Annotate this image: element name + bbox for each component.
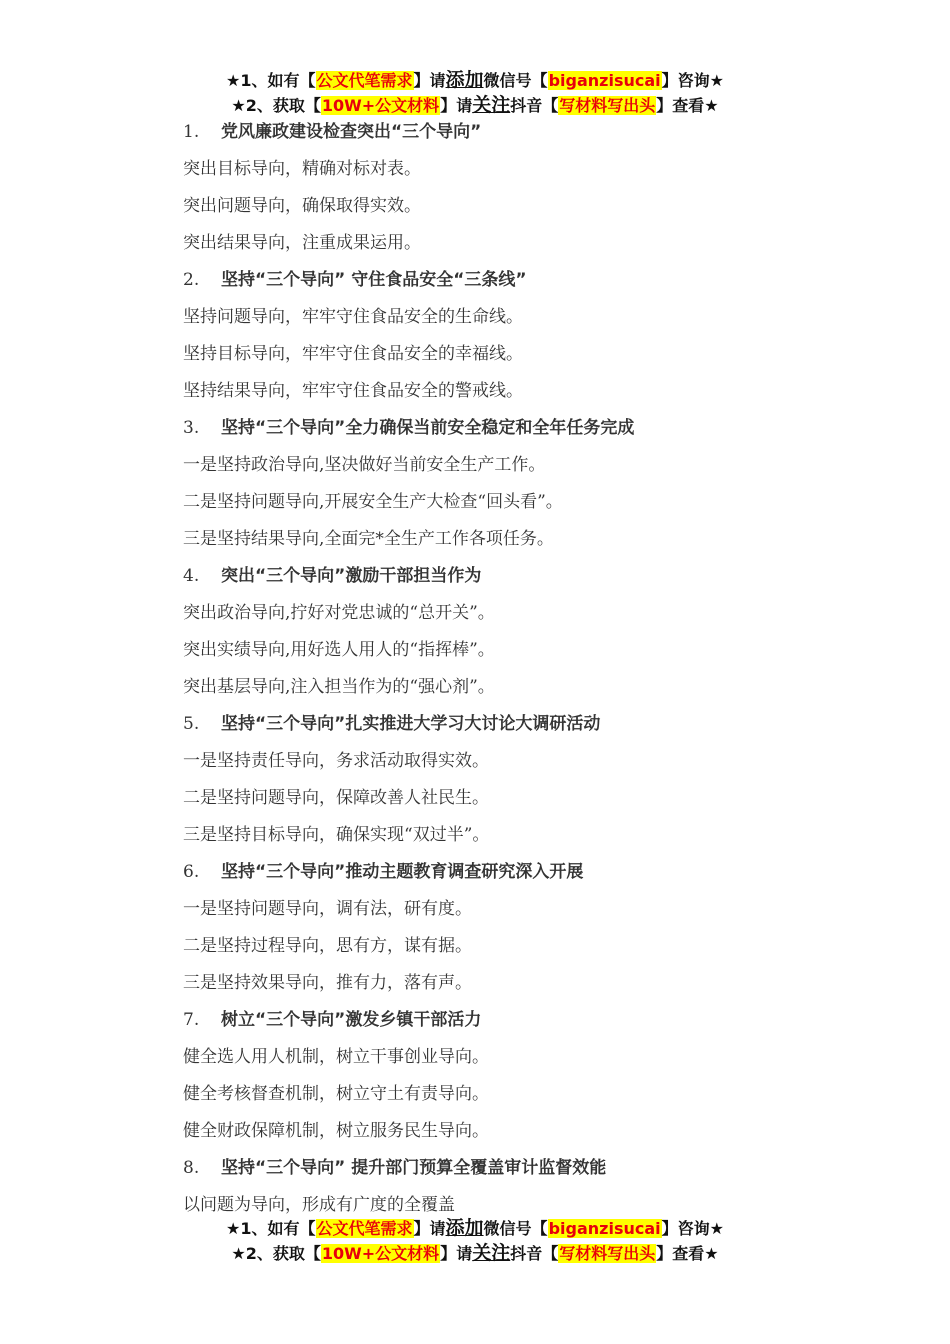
promo-text: 】请 (440, 1244, 473, 1263)
section-line: 健全财政保障机制，树立服务民生导向。 (183, 1121, 489, 1141)
section-number: 1. (183, 122, 200, 142)
promo-line-2 (0, 93, 950, 118)
section-line: 一是坚持政治导向,坚决做好当前安全生产工作。 (183, 455, 546, 475)
bottom-promo-banner (0, 1216, 950, 1266)
section-title: 坚持“三个导向”全力确保当前安全稳定和全年任务完成 (221, 418, 635, 438)
promo-text: 抖音【 (510, 1244, 559, 1263)
section-number: 4. (183, 566, 200, 586)
promo-highlight: biganzisucai (548, 1219, 661, 1238)
promo-text: 】查看★ (656, 96, 719, 115)
section-line: 健全选人用人机制，树立干事创业导向。 (183, 1047, 489, 1067)
section-line: 突出结果导向，注重成果运用。 (183, 233, 421, 253)
document-body (183, 118, 903, 1228)
section-heading (183, 266, 903, 303)
section-number: 2. (183, 270, 200, 290)
section-heading (183, 562, 903, 599)
promo-highlight: 10W+公文材料 (321, 96, 440, 115)
promo-text: 】请 (413, 71, 446, 90)
section-line: 突出政治导向,拧好对党忠诚的“总开关”。 (183, 603, 495, 623)
section-number: 7. (183, 1010, 200, 1030)
section-line: 二是坚持过程导向，思有方，谋有据。 (183, 936, 472, 956)
section-line: 突出问题导向，确保取得实效。 (183, 196, 421, 216)
promo-text: ★2、获取【 (231, 96, 321, 115)
promo-text: 】请 (413, 1219, 446, 1238)
section-line: 三是坚持目标导向，确保实现“双过半”。 (183, 825, 490, 845)
section-title: 坚持“三个导向”推动主题教育调查研究深入开展 (221, 862, 584, 882)
section-line: 三是坚持效果导向，推有力，落有声。 (183, 973, 472, 993)
section-title: 坚持“三个导向” 提升部门预算全覆盖审计监督效能 (221, 1158, 607, 1178)
section-title: 突出“三个导向”激励干部担当作为 (221, 566, 482, 586)
section-line: 三是坚持结果导向,全面完*全生产工作各项任务。 (183, 529, 554, 549)
section-line: 一是坚持责任导向，务求活动取得实效。 (183, 751, 489, 771)
section-line: 坚持目标导向，牢牢守住食品安全的幸福线。 (183, 344, 523, 364)
section-heading (183, 1006, 903, 1043)
promo-line-1 (0, 68, 950, 93)
promo-highlight: 写材料写出头 (559, 1244, 656, 1263)
section-title: 坚持“三个导向” 守住食品安全“三条线” (221, 270, 527, 290)
section-heading (183, 1154, 903, 1191)
promo-text: ★1、如有【 (226, 71, 316, 90)
promo-highlight: 公文代笔需求 (316, 1219, 413, 1238)
promo-text: 】查看★ (656, 1244, 719, 1263)
section-number: 8. (183, 1158, 200, 1178)
promo-text: 微信号【 (483, 71, 548, 90)
section-title: 坚持“三个导向”扎实推进大学习大讨论大调研活动 (221, 714, 601, 734)
promo-underlined: 关注 (472, 94, 511, 116)
promo-text: 】咨询★ (661, 71, 724, 90)
section-line: 健全考核督查机制，树立守土有责导向。 (183, 1084, 489, 1104)
section-line: 以问题为导向，形成有广度的全覆盖 (183, 1195, 455, 1215)
promo-highlight: biganzisucai (548, 71, 661, 90)
section-number: 3. (183, 418, 200, 438)
top-promo-banner (0, 68, 950, 118)
promo-text: ★2、获取【 (231, 1244, 321, 1263)
promo-line-2 (0, 1241, 950, 1266)
section-line: 突出基层导向,注入担当作为的“强心剂”。 (183, 677, 495, 697)
promo-highlight: 写材料写出头 (559, 96, 656, 115)
promo-underlined: 关注 (472, 1242, 511, 1264)
section-number: 5. (183, 714, 200, 734)
promo-text: 】咨询★ (661, 1219, 724, 1238)
section-heading (183, 858, 903, 895)
section-heading (183, 710, 903, 747)
section-line: 一是坚持问题导向，调有法，研有度。 (183, 899, 472, 919)
promo-line-1 (0, 1216, 950, 1241)
section-heading (183, 118, 903, 155)
promo-underlined: 添加 (445, 69, 484, 91)
section-line: 二是坚持问题导向,开展安全生产大检查“回头看”。 (183, 492, 563, 512)
section-line: 突出实绩导向,用好选人用人的“指挥棒”。 (183, 640, 495, 660)
promo-text: 】请 (440, 96, 473, 115)
section-title: 树立“三个导向”激发乡镇干部活力 (221, 1010, 482, 1030)
promo-text: ★1、如有【 (226, 1219, 316, 1238)
promo-underlined: 添加 (445, 1217, 484, 1239)
section-title: 党风廉政建设检查突出“三个导向” (221, 122, 482, 142)
promo-text: 微信号【 (483, 1219, 548, 1238)
section-line: 坚持问题导向，牢牢守住食品安全的生命线。 (183, 307, 523, 327)
section-line: 坚持结果导向，牢牢守住食品安全的警戒线。 (183, 381, 523, 401)
promo-highlight: 公文代笔需求 (316, 71, 413, 90)
section-heading (183, 414, 903, 451)
section-line: 突出目标导向，精确对标对表。 (183, 159, 421, 179)
promo-text: 抖音【 (510, 96, 559, 115)
promo-highlight: 10W+公文材料 (321, 1244, 440, 1263)
section-line: 二是坚持问题导向，保障改善人社民生。 (183, 788, 489, 808)
section-number: 6. (183, 862, 200, 882)
